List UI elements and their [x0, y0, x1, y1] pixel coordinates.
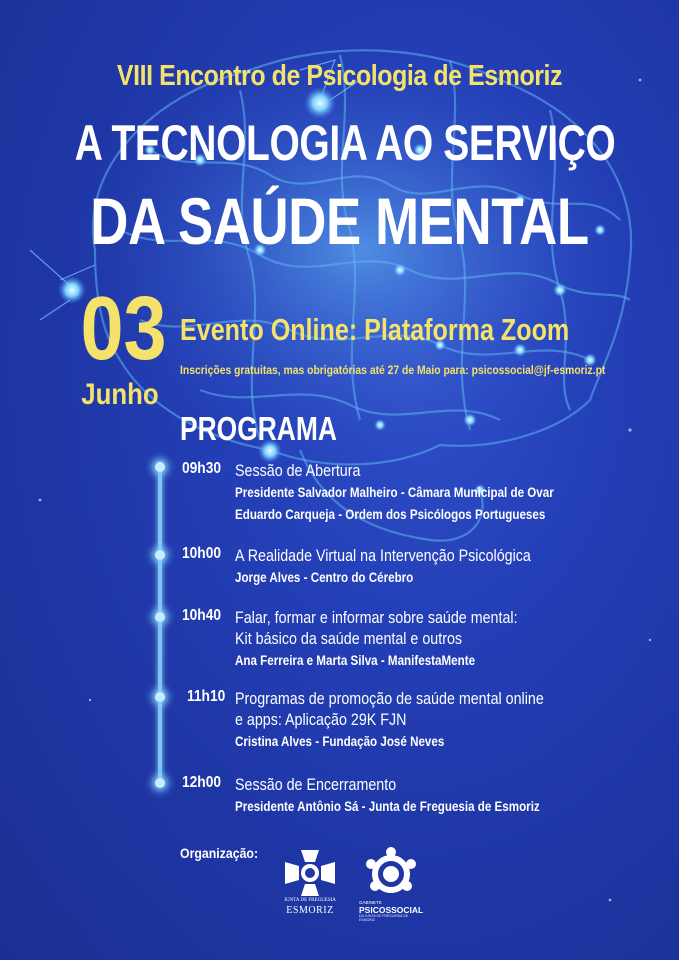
session-speaker: Ana Ferreira e Marta Silva - ManifestaMente	[235, 653, 476, 668]
session-speaker: Presidente Salvador Malheiro - Câmara Municipal de Ovar	[235, 485, 554, 500]
session-title: Falar, formar e informar sobre saúde mental:	[235, 608, 518, 627]
session-title: Kit básico da saúde mental e outros	[235, 629, 463, 648]
people-circle-icon	[359, 846, 423, 900]
date-day: 03	[80, 279, 167, 379]
session-speaker: Cristina Alves - Fundação José Neves	[235, 734, 445, 749]
session-title: Sessão de Encerramento	[235, 775, 397, 794]
event-subtitle: VIII Encontro de Psicologia de Esmoriz	[116, 60, 563, 92]
session-title: e apps: Aplicação 29K FJN	[235, 710, 407, 729]
logo-text: PSICOSSOCIAL	[359, 905, 424, 915]
session-time: 12h00	[182, 774, 222, 791]
timeline-dot	[155, 462, 165, 472]
session-time: 09h30	[182, 460, 222, 477]
logo-text: ESMORIZ	[286, 905, 334, 916]
session-speaker: Presidente Antônio Sá - Junta de Freguesia de Esmoriz	[235, 799, 540, 814]
date-month: Junho	[81, 378, 159, 411]
session-title: Programas de promoção de saúde mental online	[235, 689, 544, 708]
timeline-dot	[155, 692, 165, 702]
junta-freguesia-esmoriz-logo	[279, 848, 341, 918]
event-headline: Evento Online: Plataforma Zoom	[180, 312, 570, 347]
timeline-dot	[155, 778, 165, 788]
title-line-2: DA SAÚDE MENTAL	[90, 184, 589, 258]
gabinete-psicossocial-logo	[359, 846, 424, 922]
session-time: 10h40	[182, 607, 222, 624]
logo-text: GABINETE	[359, 900, 382, 905]
session-speaker: Eduardo Carqueja - Ordem dos Psicólogos Portugueses	[235, 507, 546, 522]
program-heading: PROGRAMA	[180, 410, 337, 447]
registration-note: Inscrições gratuitas, mas obrigatórias até 27 de Maio para: psicossocial@jf-esmoriz.pt	[180, 365, 606, 377]
session-title: A Realidade Virtual na Intervenção Psicológica	[235, 546, 531, 565]
timeline-dot	[155, 550, 165, 560]
session-time: 10h00	[182, 545, 222, 562]
title-line-1: A TECNOLOGIA AO SERVIÇO	[74, 115, 616, 171]
session-title: Sessão de Abertura	[235, 461, 361, 480]
session-time: 11h10	[187, 688, 226, 705]
esmoriz-emblem-icon	[279, 848, 341, 898]
logo-text: DA JUNTA DE FREGUESIA DE ESMORIZ	[359, 914, 409, 922]
timeline-dot	[155, 612, 165, 622]
organization-label: Organização:	[180, 845, 259, 861]
timeline-line	[158, 462, 162, 784]
logo-text: JUNTA DE FREGUESIA	[284, 898, 336, 903]
session-speaker: Jorge Alves - Centro do Cérebro	[235, 570, 414, 585]
